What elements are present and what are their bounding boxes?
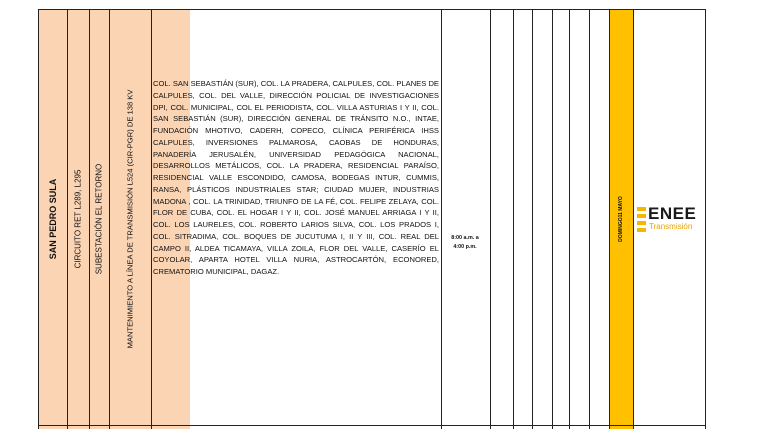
substation-label: SUBESTACIÓN EL RETORNO — [94, 163, 104, 275]
column-divider — [569, 9, 570, 429]
column-divider — [633, 9, 634, 429]
enee-logo-mark — [637, 207, 647, 233]
date-label: DOMINGO11 MAYO — [618, 196, 624, 242]
date-column — [609, 9, 633, 429]
column-divider — [552, 9, 553, 429]
hours-start: 8:00 a.m. a — [451, 235, 479, 241]
column-divider — [705, 9, 706, 429]
column-divider — [151, 9, 152, 429]
enee-logo — [637, 205, 705, 235]
affected-areas-text: COL. SAN SEBASTIÁN (SUR), COL. LA PRADERA, CALPULES, COL. PLANES DE CALPULES, COL. DEL VALLE, DIRECCIÓN POLICIAL DE INVESTIGACIONES DPI, COL. MUNICIPAL, COL EL PERIODISTA, COL. VILLA ASTURIAS I Y II, COL. SAN SEBASTIÁN (SUR), DIRECCIÓN GENERAL DE TRÁNSITO N.O., INTAE, FUNDACIÓN MHOTIVO, CADERH, COPECO, CLÍNICA PERIFÉRICA IHSS CALPULES, INVERSIONES PALMAROSA, CAOBAS DE HONDURAS, PANADERÍA JERUSALÉN, UNIVERSIDAD PEDAGÓGICA NACIONAL, DESARROLLOS METÁLICOS, COL. LA PRADERA, RESIDENCIAL PARAÍSO, RESIDENCIAL VALLE ESCONDIDO, CAMOSA, BODEGAS INTUR, CUMMIS, RANSA, PLÁSTICOS INDUSTRIALES STAR; CIUDAD MUJER, INDUSTRIAS MADONA , COL. LA TRINIDAD, TRIUNFO DE LA FÉ, COL. FELIPE ZELAYA, COL. FLOR DE CUBA, COL. EL HOGAR I Y II, COL. JOSÉ MANUEL ARRIAGA I Y II, COL. LOS LAURELES, COL. ROBERTO LARIOS SILVA, COL. LOS PRADOS I, COL. SITRADIMA, COL. BOQUES DE JUCUTUMA I, II Y III, COL. REAL DEL CAMPO II, ALDEA TICAMAYA, VILLA ZOILA, FLOR DEL VALLE, CASERÍO EL COYOLAR, APARTA HOTEL VILLA NURIA, ASTROCARTÓN, ECONORED, CREMATORIO MUNICIPAL, DAGAZ. — [153, 79, 439, 276]
city-column — [38, 9, 67, 429]
column-divider — [513, 9, 514, 429]
enee-logo-subtitle: Transmisión — [649, 222, 693, 231]
enee-logo-text: ENEE — [648, 205, 697, 223]
column-divider — [490, 9, 491, 429]
circuit-label: CIRCUITO RET L289, L295 — [73, 169, 83, 269]
column-divider — [441, 9, 442, 429]
hours-end: 4:00 p.m. — [453, 244, 477, 250]
city-label: SAN PEDRO SULA — [47, 178, 58, 260]
substation-column — [89, 9, 109, 429]
work-description-label: MANTENIMIENTO A LÍNEA DE TRANSMISIÓN L524 (CIR-PGR) DE 138 KV — [125, 89, 135, 349]
hours-label — [441, 234, 489, 252]
circuit-column — [67, 9, 89, 429]
work-column — [109, 9, 151, 429]
column-divider — [532, 9, 533, 429]
column-divider — [589, 9, 590, 429]
